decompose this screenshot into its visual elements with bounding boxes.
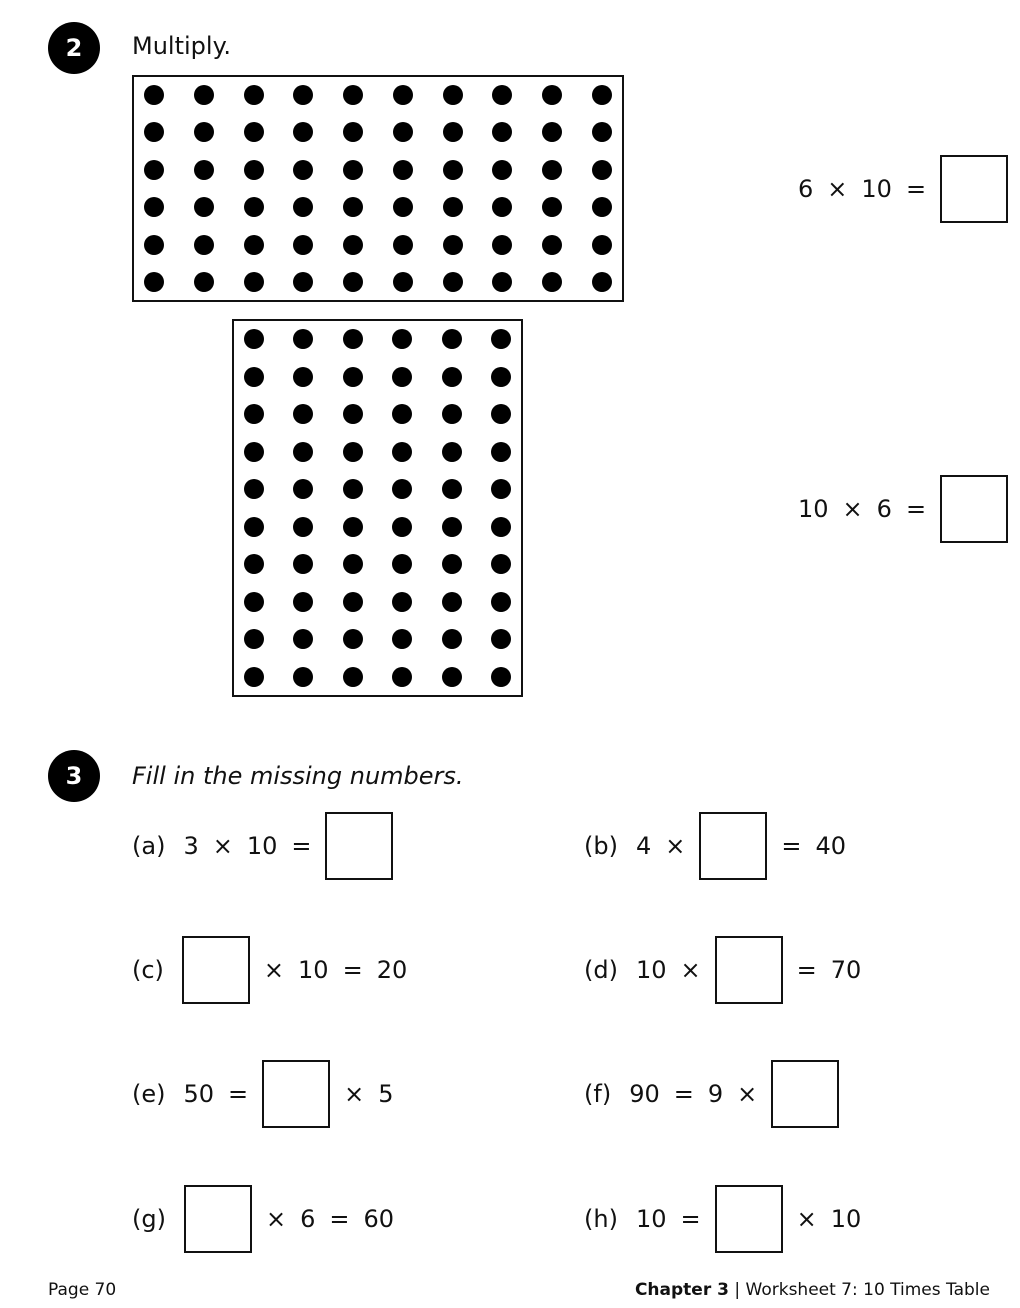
answer-box[interactable] bbox=[715, 936, 783, 1004]
times-sign: × bbox=[827, 175, 848, 203]
answer-box[interactable] bbox=[940, 155, 1008, 223]
array-dot bbox=[442, 667, 462, 687]
eq-term: 70 bbox=[830, 956, 862, 984]
item-label: (a) bbox=[132, 832, 166, 860]
array-dot bbox=[491, 367, 511, 387]
times-sign: × bbox=[796, 1205, 817, 1233]
array-dot bbox=[542, 197, 562, 217]
array-dot bbox=[443, 122, 463, 142]
array-dot bbox=[392, 629, 412, 649]
times-sign: × bbox=[212, 832, 233, 860]
dot-array-10-by-6 bbox=[232, 319, 523, 697]
eq-term: 3 bbox=[183, 832, 199, 860]
array-dot bbox=[443, 272, 463, 292]
eq-term: 9 bbox=[707, 1080, 724, 1108]
item-label: (d) bbox=[584, 956, 618, 984]
array-dot bbox=[492, 272, 512, 292]
array-dot bbox=[592, 197, 612, 217]
array-dot bbox=[293, 235, 313, 255]
array-dot bbox=[244, 592, 264, 612]
eq-term: 60 bbox=[363, 1205, 395, 1233]
array-dot bbox=[343, 517, 363, 537]
array-dot bbox=[542, 235, 562, 255]
array-dot bbox=[343, 329, 363, 349]
array-dot bbox=[491, 442, 511, 462]
array-dot bbox=[542, 85, 562, 105]
array-dot bbox=[194, 160, 214, 180]
array-dot bbox=[392, 329, 412, 349]
equals-sign: = bbox=[905, 175, 927, 203]
q3-item-b bbox=[584, 811, 846, 881]
array-dot bbox=[491, 329, 511, 349]
array-dot bbox=[491, 517, 511, 537]
array-dot bbox=[244, 517, 264, 537]
chapter-label: Chapter 3 bbox=[634, 1280, 729, 1300]
array-dot bbox=[343, 442, 363, 462]
times-sign: × bbox=[344, 1080, 365, 1108]
q3-item-h bbox=[584, 1184, 861, 1254]
times-sign: × bbox=[842, 495, 863, 523]
eq-term: 90 bbox=[629, 1080, 660, 1108]
array-dot bbox=[343, 667, 363, 687]
array-dot bbox=[542, 272, 562, 292]
array-dot bbox=[343, 479, 363, 499]
array-dot bbox=[592, 160, 612, 180]
q2-equation-1 bbox=[798, 154, 1008, 224]
equals-sign: = bbox=[781, 832, 802, 860]
array-dot bbox=[343, 85, 363, 105]
equals-sign: = bbox=[905, 495, 927, 523]
equals-sign: = bbox=[673, 1080, 694, 1108]
equals-sign: = bbox=[291, 832, 312, 860]
item-label: (e) bbox=[132, 1080, 166, 1108]
array-dot bbox=[491, 554, 511, 574]
array-dot bbox=[392, 479, 412, 499]
array-dot bbox=[293, 667, 313, 687]
array-dot bbox=[194, 197, 214, 217]
q3-item-a bbox=[132, 811, 393, 881]
array-dot bbox=[293, 85, 313, 105]
eq-term: 5 bbox=[378, 1080, 394, 1108]
array-dot bbox=[442, 479, 462, 499]
eq-term: 6 bbox=[798, 175, 814, 203]
item-label: (g) bbox=[132, 1205, 166, 1233]
item-label: (c) bbox=[132, 956, 164, 984]
answer-box[interactable] bbox=[184, 1185, 252, 1253]
array-dot bbox=[293, 629, 313, 649]
array-dot bbox=[443, 85, 463, 105]
array-dot bbox=[491, 479, 511, 499]
array-dot bbox=[492, 85, 512, 105]
q3-item-d bbox=[584, 935, 861, 1005]
eq-term: 20 bbox=[376, 956, 408, 984]
item-label: (b) bbox=[584, 832, 618, 860]
footer-separator: | bbox=[734, 1280, 741, 1300]
eq-term: 6 bbox=[300, 1205, 316, 1233]
array-dot bbox=[244, 235, 264, 255]
q2-equation-2 bbox=[798, 474, 1008, 544]
array-dot bbox=[293, 122, 313, 142]
array-dot bbox=[491, 667, 511, 687]
array-dot bbox=[343, 272, 363, 292]
array-dot bbox=[392, 404, 412, 424]
array-dot bbox=[244, 160, 264, 180]
array-dot bbox=[592, 85, 612, 105]
array-dot bbox=[392, 592, 412, 612]
eq-term: 6 bbox=[876, 495, 892, 523]
eq-term: 10 bbox=[246, 832, 278, 860]
question-number-3: 3 bbox=[48, 750, 100, 802]
array-dot bbox=[244, 367, 264, 387]
page-number: Page 70 bbox=[48, 1280, 117, 1300]
eq-term: 50 bbox=[183, 1080, 215, 1108]
answer-box[interactable] bbox=[262, 1060, 330, 1128]
q3-item-g bbox=[132, 1184, 394, 1254]
equals-sign: = bbox=[228, 1080, 249, 1108]
array-dot bbox=[244, 85, 264, 105]
array-dot bbox=[392, 517, 412, 537]
array-dot bbox=[343, 197, 363, 217]
array-dot bbox=[442, 554, 462, 574]
answer-box[interactable] bbox=[715, 1185, 783, 1253]
array-dot bbox=[293, 592, 313, 612]
array-dot bbox=[293, 272, 313, 292]
array-dot bbox=[144, 197, 164, 217]
q3-item-e bbox=[132, 1059, 394, 1129]
array-dot bbox=[293, 479, 313, 499]
times-sign: × bbox=[263, 956, 285, 984]
times-sign: × bbox=[680, 956, 701, 984]
array-dot bbox=[293, 404, 313, 424]
array-dot bbox=[343, 554, 363, 574]
eq-term: 10 bbox=[830, 1205, 862, 1233]
times-sign: × bbox=[737, 1080, 758, 1108]
array-dot bbox=[244, 272, 264, 292]
eq-term: 10 bbox=[635, 1205, 667, 1233]
q2-instruction: Multiply. bbox=[132, 32, 231, 60]
eq-term: 10 bbox=[798, 495, 829, 523]
array-dot bbox=[293, 554, 313, 574]
array-dot bbox=[442, 329, 462, 349]
array-dot bbox=[492, 122, 512, 142]
eq-term: 10 bbox=[861, 175, 892, 203]
array-dot bbox=[293, 442, 313, 462]
array-dot bbox=[393, 197, 413, 217]
answer-box[interactable] bbox=[771, 1060, 839, 1128]
array-dot bbox=[144, 85, 164, 105]
array-dot bbox=[442, 592, 462, 612]
array-dot bbox=[443, 160, 463, 180]
array-dot bbox=[393, 235, 413, 255]
q3-item-f bbox=[584, 1059, 839, 1129]
array-dot bbox=[244, 442, 264, 462]
array-dot bbox=[343, 160, 363, 180]
array-dot bbox=[343, 367, 363, 387]
times-sign: × bbox=[265, 1205, 287, 1233]
eq-term: 40 bbox=[815, 832, 847, 860]
array-dot bbox=[492, 197, 512, 217]
array-dot bbox=[542, 122, 562, 142]
item-label: (f) bbox=[584, 1080, 612, 1108]
equals-sign: = bbox=[342, 956, 363, 984]
array-dot bbox=[194, 272, 214, 292]
array-dot bbox=[244, 197, 264, 217]
array-dot bbox=[293, 367, 313, 387]
array-dot bbox=[442, 629, 462, 649]
array-dot bbox=[194, 235, 214, 255]
array-dot bbox=[442, 367, 462, 387]
array-dot bbox=[392, 367, 412, 387]
array-dot bbox=[194, 122, 214, 142]
array-dot bbox=[244, 329, 264, 349]
eq-term: 4 bbox=[635, 832, 652, 860]
array-dot bbox=[293, 517, 313, 537]
array-dot bbox=[244, 404, 264, 424]
answer-box[interactable] bbox=[699, 812, 767, 880]
array-dot bbox=[144, 235, 164, 255]
array-dot bbox=[442, 404, 462, 424]
array-dot bbox=[392, 554, 412, 574]
array-dot bbox=[144, 160, 164, 180]
array-dot bbox=[491, 629, 511, 649]
eq-term: 10 bbox=[298, 956, 329, 984]
array-dot bbox=[492, 235, 512, 255]
array-dot bbox=[343, 404, 363, 424]
array-dot bbox=[343, 629, 363, 649]
answer-box[interactable] bbox=[325, 812, 393, 880]
array-dot bbox=[492, 160, 512, 180]
equals-sign: = bbox=[680, 1205, 701, 1233]
array-dot bbox=[592, 235, 612, 255]
array-dot bbox=[343, 122, 363, 142]
array-dot bbox=[244, 667, 264, 687]
array-dot bbox=[443, 235, 463, 255]
q3-instruction: Fill in the missing numbers. bbox=[132, 762, 464, 790]
array-dot bbox=[491, 592, 511, 612]
array-dot bbox=[293, 197, 313, 217]
answer-box[interactable] bbox=[182, 936, 250, 1004]
equals-sign: = bbox=[796, 956, 817, 984]
q3-item-c bbox=[132, 935, 407, 1005]
dot-array-6-by-10 bbox=[132, 75, 624, 302]
array-dot bbox=[393, 272, 413, 292]
array-dot bbox=[442, 442, 462, 462]
array-dot bbox=[293, 160, 313, 180]
array-dot bbox=[392, 442, 412, 462]
answer-box[interactable] bbox=[940, 475, 1008, 543]
array-dot bbox=[244, 479, 264, 499]
equals-sign: = bbox=[329, 1205, 350, 1233]
array-dot bbox=[144, 122, 164, 142]
array-dot bbox=[144, 272, 164, 292]
array-dot bbox=[244, 122, 264, 142]
array-dot bbox=[244, 554, 264, 574]
array-dot bbox=[194, 85, 214, 105]
array-dot bbox=[491, 404, 511, 424]
footer-chapter-info bbox=[635, 1280, 990, 1300]
array-dot bbox=[393, 122, 413, 142]
array-dot bbox=[542, 160, 562, 180]
question-number-2: 2 bbox=[48, 22, 100, 74]
item-label: (h) bbox=[584, 1205, 618, 1233]
array-dot bbox=[393, 160, 413, 180]
array-dot bbox=[343, 235, 363, 255]
array-dot bbox=[592, 272, 612, 292]
array-dot bbox=[343, 592, 363, 612]
array-dot bbox=[393, 85, 413, 105]
array-dot bbox=[392, 667, 412, 687]
array-dot bbox=[442, 517, 462, 537]
worksheet-title: Worksheet 7: 10 Times Table bbox=[745, 1280, 990, 1300]
times-sign: × bbox=[665, 832, 686, 860]
array-dot bbox=[592, 122, 612, 142]
array-dot bbox=[443, 197, 463, 217]
array-dot bbox=[293, 329, 313, 349]
eq-term: 10 bbox=[635, 956, 667, 984]
array-dot bbox=[244, 629, 264, 649]
